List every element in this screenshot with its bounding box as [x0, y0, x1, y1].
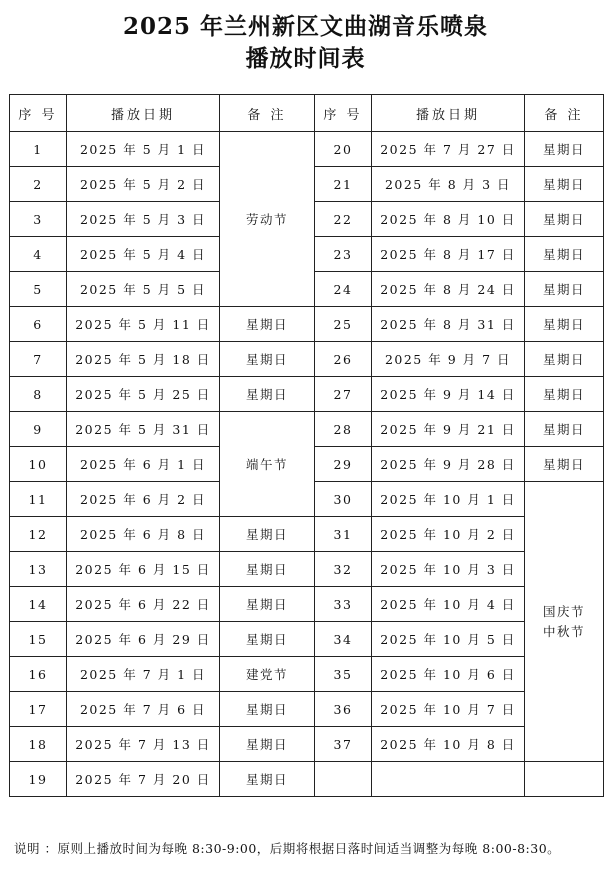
document-title-line1: 2025 年兰州新区文曲湖音乐喷泉 [122, 13, 489, 40]
seq-cell: 33 [315, 587, 372, 622]
footnote: 说明 ：原则上播放时间为每晚 8:30-9:00，后期将根据日落时间适当调整为每晚 8:00-8:30。 [14, 841, 561, 856]
date-cell: 2025 年 10 月 7 日 [372, 692, 525, 727]
seq-cell: 4 [10, 237, 67, 272]
seq-cell: 24 [315, 272, 372, 307]
seq-cell: 2 [10, 167, 67, 202]
seq-cell: 26 [315, 342, 372, 377]
date-cell: 2025 年 10 月 1 日 [372, 482, 525, 517]
table-row [10, 307, 604, 342]
date-cell: 2025 年 7 月 6 日 [67, 692, 220, 727]
note-cell: 星期日 [220, 342, 315, 377]
table-row [10, 342, 604, 377]
empty-cell [525, 762, 604, 797]
date-cell: 2025 年 9 月 7 日 [372, 342, 525, 377]
table-row [10, 692, 604, 727]
header-date-right: 播放日期 [372, 95, 525, 132]
table-row [10, 552, 604, 587]
seq-cell: 9 [10, 412, 67, 447]
date-cell: 2025 年 10 月 4 日 [372, 587, 525, 622]
date-cell: 2025 年 10 月 3 日 [372, 552, 525, 587]
seq-cell: 36 [315, 692, 372, 727]
header-seq-right: 序 号 [315, 95, 372, 132]
seq-cell: 30 [315, 482, 372, 517]
date-cell: 2025 年 7 月 27 日 [372, 132, 525, 167]
date-cell: 2025 年 9 月 14 日 [372, 377, 525, 412]
seq-cell: 12 [10, 517, 67, 552]
empty-cell [372, 762, 525, 797]
table-row [10, 727, 604, 762]
date-cell: 2025 年 8 月 3 日 [372, 167, 525, 202]
seq-cell: 3 [10, 202, 67, 237]
table-row [10, 657, 604, 692]
note-cell: 劳动节 [220, 132, 315, 307]
date-cell: 2025 年 9 月 21 日 [372, 412, 525, 447]
seq-cell: 19 [10, 762, 67, 797]
seq-cell: 23 [315, 237, 372, 272]
note-cell: 星期日 [525, 132, 604, 167]
seq-cell: 32 [315, 552, 372, 587]
seq-cell: 29 [315, 447, 372, 482]
date-cell: 2025 年 5 月 31 日 [67, 412, 220, 447]
header-seq-left: 序 号 [10, 95, 67, 132]
seq-cell: 5 [10, 272, 67, 307]
date-cell: 2025 年 8 月 31 日 [372, 307, 525, 342]
note-cell: 星期日 [525, 272, 604, 307]
note-cell: 星期日 [525, 412, 604, 447]
table-row [10, 132, 604, 167]
note-cell: 星期日 [220, 587, 315, 622]
date-cell: 2025 年 7 月 20 日 [67, 762, 220, 797]
note-cell: 星期日 [220, 622, 315, 657]
seq-cell: 14 [10, 587, 67, 622]
date-cell: 2025 年 7 月 1 日 [67, 657, 220, 692]
date-cell: 2025 年 5 月 4 日 [67, 237, 220, 272]
note-cell: 星期日 [220, 307, 315, 342]
date-cell: 2025 年 9 月 28 日 [372, 447, 525, 482]
note-holiday-line2: 中秋节 [542, 623, 585, 639]
note-cell: 建党节 [220, 657, 315, 692]
seq-cell: 8 [10, 377, 67, 412]
seq-cell: 6 [10, 307, 67, 342]
seq-cell: 18 [10, 727, 67, 762]
note-cell: 星期日 [220, 552, 315, 587]
table-row [10, 412, 604, 447]
note-cell: 星期日 [525, 167, 604, 202]
seq-cell: 15 [10, 622, 67, 657]
date-cell: 2025 年 10 月 6 日 [372, 657, 525, 692]
table-row [10, 762, 604, 797]
date-cell: 2025 年 5 月 18 日 [67, 342, 220, 377]
date-cell: 2025 年 6 月 1 日 [67, 447, 220, 482]
header-note-right: 备 注 [525, 95, 604, 132]
empty-cell [315, 762, 372, 797]
note-cell: 星期日 [525, 202, 604, 237]
date-cell: 2025 年 8 月 17 日 [372, 237, 525, 272]
seq-cell: 22 [315, 202, 372, 237]
date-cell: 2025 年 6 月 29 日 [67, 622, 220, 657]
note-cell-holiday [525, 482, 604, 762]
seq-cell: 11 [10, 482, 67, 517]
seq-cell: 27 [315, 377, 372, 412]
note-cell: 星期日 [525, 342, 604, 377]
seq-cell: 1 [10, 132, 67, 167]
seq-cell: 34 [315, 622, 372, 657]
table-header-row [10, 95, 604, 132]
note-cell: 星期日 [525, 377, 604, 412]
date-cell: 2025 年 5 月 5 日 [67, 272, 220, 307]
table-row [10, 622, 604, 657]
date-cell: 2025 年 6 月 22 日 [67, 587, 220, 622]
document-title-line2: 播放时间表 [245, 45, 366, 72]
date-cell: 2025 年 5 月 3 日 [67, 202, 220, 237]
seq-cell: 16 [10, 657, 67, 692]
note-cell: 星期日 [525, 307, 604, 342]
date-cell: 2025 年 8 月 10 日 [372, 202, 525, 237]
note-cell: 端午节 [220, 412, 315, 517]
seq-cell: 7 [10, 342, 67, 377]
header-note-left: 备 注 [220, 95, 315, 132]
date-cell: 2025 年 10 月 8 日 [372, 727, 525, 762]
note-cell: 星期日 [525, 447, 604, 482]
date-cell: 2025 年 10 月 5 日 [372, 622, 525, 657]
table-row [10, 587, 604, 622]
note-cell: 星期日 [220, 517, 315, 552]
note-cell: 星期日 [220, 727, 315, 762]
table-row [10, 377, 604, 412]
note-cell: 星期日 [525, 237, 604, 272]
seq-cell: 10 [10, 447, 67, 482]
date-cell: 2025 年 6 月 15 日 [67, 552, 220, 587]
seq-cell: 20 [315, 132, 372, 167]
seq-cell: 28 [315, 412, 372, 447]
note-holiday-line1: 国庆节 [542, 603, 585, 619]
date-cell: 2025 年 5 月 2 日 [67, 167, 220, 202]
date-cell: 2025 年 5 月 11 日 [67, 307, 220, 342]
table-row [10, 517, 604, 552]
seq-cell: 25 [315, 307, 372, 342]
header-date-left: 播放日期 [67, 95, 220, 132]
seq-cell: 13 [10, 552, 67, 587]
date-cell: 2025 年 6 月 2 日 [67, 482, 220, 517]
date-cell: 2025 年 7 月 13 日 [67, 727, 220, 762]
seq-cell: 17 [10, 692, 67, 727]
note-cell: 星期日 [220, 692, 315, 727]
seq-cell: 37 [315, 727, 372, 762]
date-cell: 2025 年 6 月 8 日 [67, 517, 220, 552]
date-cell: 2025 年 8 月 24 日 [372, 272, 525, 307]
date-cell: 2025 年 5 月 1 日 [67, 132, 220, 167]
schedule-table [9, 94, 604, 797]
note-cell: 星期日 [220, 377, 315, 412]
seq-cell: 31 [315, 517, 372, 552]
note-cell: 星期日 [220, 762, 315, 797]
date-cell: 2025 年 10 月 2 日 [372, 517, 525, 552]
seq-cell: 35 [315, 657, 372, 692]
seq-cell: 21 [315, 167, 372, 202]
date-cell: 2025 年 5 月 25 日 [67, 377, 220, 412]
